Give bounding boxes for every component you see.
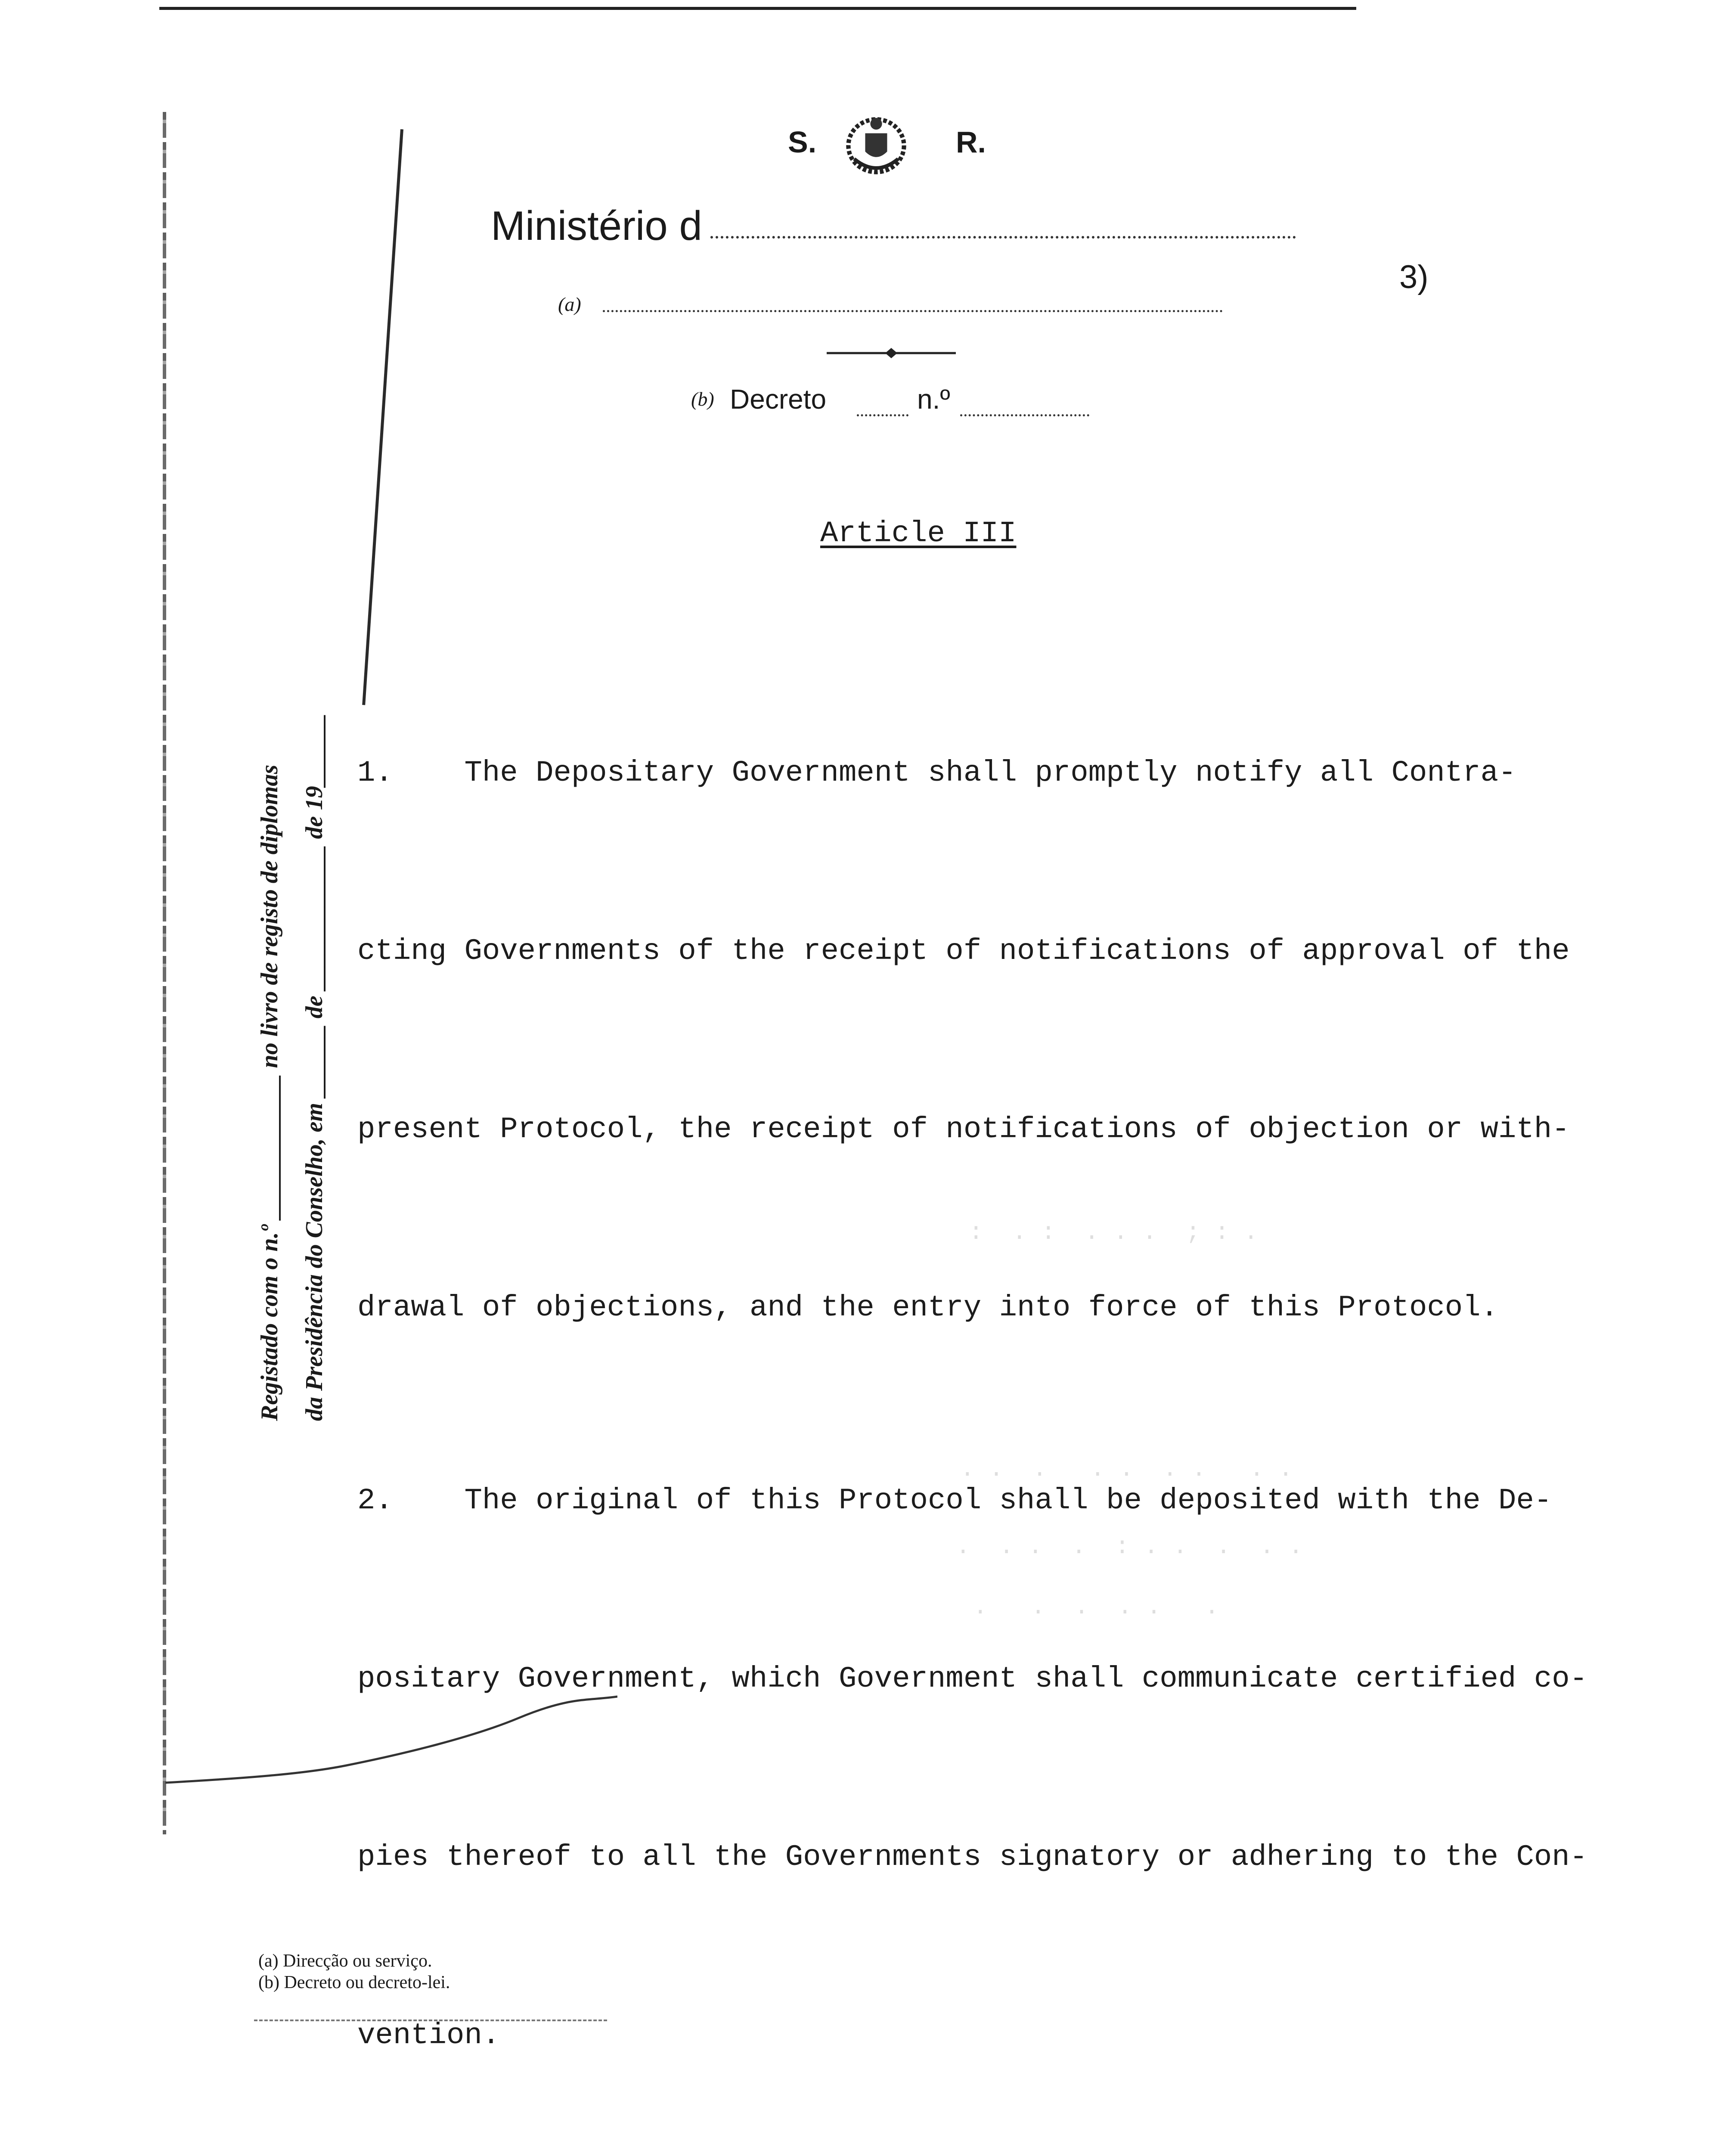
show-through-artifact: . . . . : . . . . .: [956, 1533, 1303, 1560]
margin-rule: [362, 129, 403, 705]
show-through-artifact: . . . . . . . . .: [960, 1455, 1293, 1483]
page-number-mark: 3): [1399, 259, 1429, 295]
body-line: drawal of objections, and the entry into force of this Protocol.: [357, 1291, 1499, 1325]
body-line: vention.: [357, 2019, 500, 2052]
footer-divider: [254, 2020, 607, 2021]
ministry-label: Ministério d: [491, 203, 702, 249]
ministry-blank-line: [710, 236, 1296, 239]
footnote-b: (b) Decreto ou decreto-lei.: [258, 1973, 450, 1992]
body-line: 1. The Depositary Government shall promptly notify all Contra-: [357, 756, 1516, 790]
body-line: present Protocol, the receipt of notifications of objection or with-: [357, 1113, 1570, 1146]
decree-number-blank-line: [960, 414, 1089, 416]
field-a-label: (a): [558, 293, 581, 315]
binding-edge: [163, 112, 166, 1834]
show-through-artifact: : . : . . . ; : .: [969, 1219, 1259, 1246]
ornament-divider: [827, 344, 956, 362]
decree-b-label: (b): [691, 388, 714, 410]
letterhead-initial-s: S.: [788, 125, 817, 159]
article-body: [357, 624, 1587, 2153]
registration-stamp-line-2: da Presidência do Conselho, em ______ de ____________ de 19______: [301, 714, 328, 1421]
body-line: 2. The original of this Protocol shall be deposited with the De-: [357, 1484, 1552, 1517]
body-line: positary Government, which Government shall communicate certified co-: [357, 1662, 1588, 1696]
letterhead-initial-r: R.: [956, 125, 986, 159]
show-through-artifact: . . . . . .: [973, 1593, 1219, 1621]
registration-stamp-line-1: Registado com o n.º ____________ no livro de registo de diplomas: [256, 764, 283, 1421]
footnote-a: (a) Direcção ou serviço.: [258, 1951, 432, 1971]
decree-number-label: n.º: [917, 384, 950, 415]
article-heading: Article III: [820, 517, 1017, 550]
coat-of-arms-icon: [840, 108, 913, 181]
field-a-blank-line: [603, 310, 1223, 312]
decree-type-blank-line: [857, 414, 908, 416]
decree-label: Decreto: [730, 384, 827, 415]
scan-top-edge: [159, 7, 1356, 10]
body-line: cting Governments of the receipt of notifications of approval of the: [357, 934, 1570, 968]
body-line: pies thereof to all the Governments signatory or adhering to the Con-: [357, 1840, 1588, 1874]
